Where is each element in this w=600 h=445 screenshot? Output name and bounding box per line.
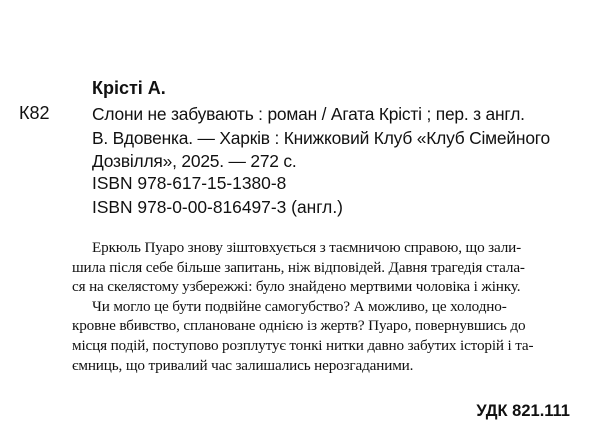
annotation-line: кровне вбивство, сплановане однією із жертв? Пуаро, повернувшись до: [72, 317, 526, 335]
annotation-line: ся на скелястому узбережжі: було знайдено мертвими чоловіка і жінку.: [72, 278, 521, 296]
reference-line: Слони не забувають : роман / Агата Крісті ; пер. з англ.: [92, 104, 525, 124]
author-heading: Крісті А.: [92, 78, 166, 98]
annotation-line: Еркюль Пуаро знову зіштовхується з таємничою справою, що зали-: [92, 239, 522, 256]
annotation-line: ємниць, що тривалий час залишались нерозгаданими.: [72, 356, 414, 374]
isbn-english: ISBN 978-0-00-816497-3 (англ.): [92, 197, 343, 217]
annotation-line: місця подій, поступово розплутує тонкі нитки давно забутих історій і та-: [72, 336, 534, 354]
reference-line: Дозвілля», 2025. — 272 с.: [92, 151, 297, 171]
udk-code: УДК 821.111: [476, 402, 570, 420]
annotation-line: Чи могло це бути подвійне самогубство? А можливо, це холодно-: [92, 297, 507, 315]
bibliographic-reference: [92, 103, 592, 174]
isbn-ukrainian: ISBN 978-617-15-1380-8: [92, 173, 287, 193]
annotation-line: шила після себе більше запитань, ніж відповідей. Давня трагедія стала-: [72, 258, 525, 276]
classification-code: К82: [19, 103, 50, 123]
reference-line: В. Вдовенка. — Харків : Книжковий Клуб «Клуб Сімейного: [92, 127, 551, 148]
annotation: [72, 238, 592, 375]
